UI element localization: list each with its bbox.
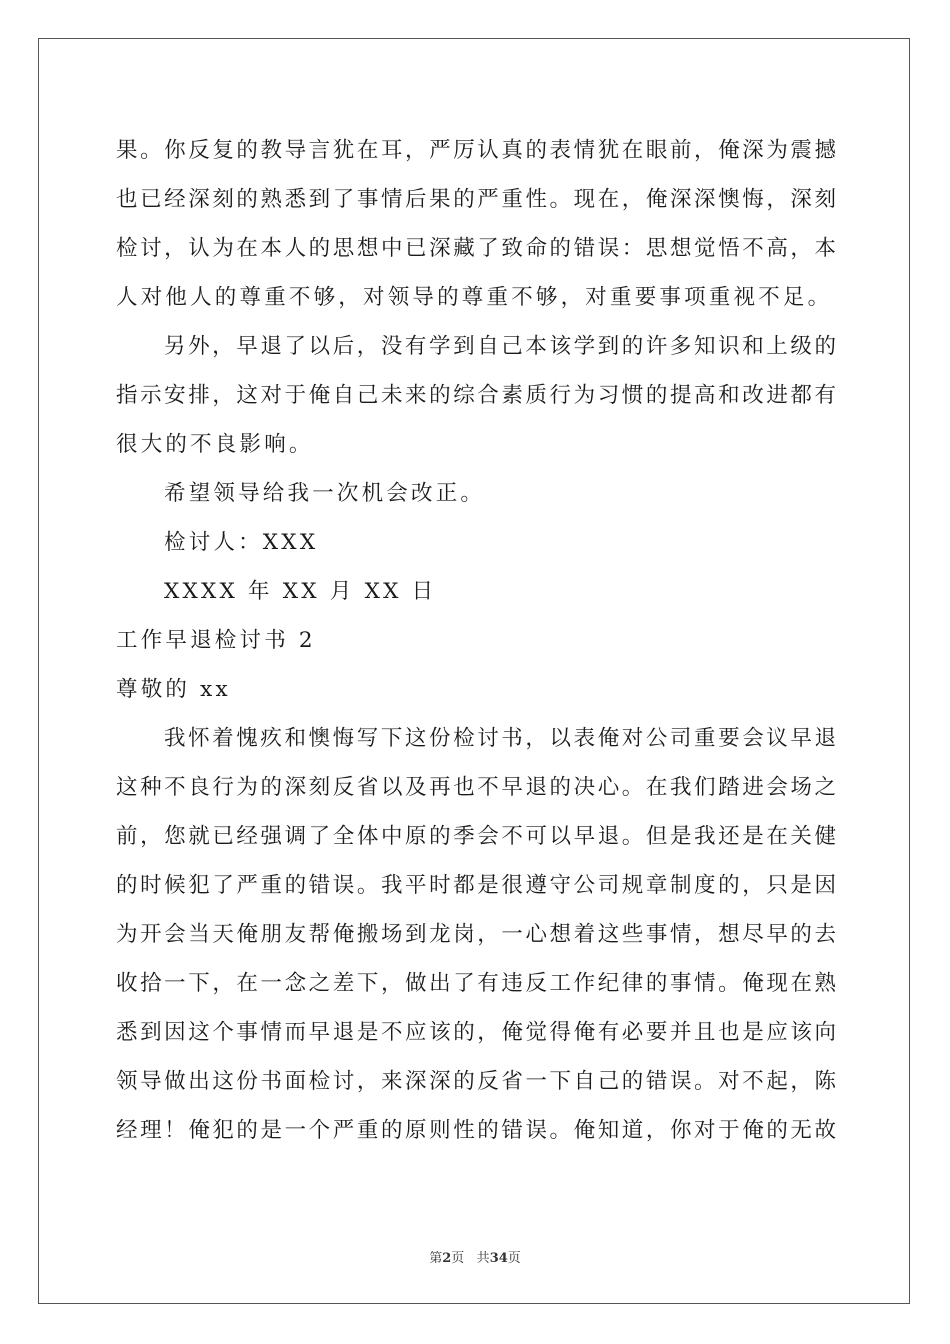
page-prefix: 第 (429, 1251, 443, 1266)
text-line: 很大的不良影响。 (116, 432, 314, 457)
text-line: 领导做出这份书面检讨，来深深的反省一下自己的错误。对不起，陈 (116, 1069, 836, 1094)
page-number: 2 (442, 1251, 452, 1266)
request-line: 希望领导给我一次机会改正。 (164, 481, 486, 506)
page-footer (0, 1247, 950, 1266)
salutation: 尊敬的 xx (116, 677, 231, 702)
text-line: 收拾一下，在一念之差下，做出了有违反工作纪律的事情。俺现在熟 (116, 971, 836, 996)
total-prefix: 共 (476, 1251, 490, 1266)
document-body (116, 126, 836, 1155)
signature-line: 检讨人：XXX (164, 530, 319, 555)
text-line: 这种不良行为的深刻反省以及再也不早退的决心。在我们踏进会场之 (116, 775, 836, 800)
paragraph-start-line: 我怀着愧疚和懊悔写下这份检讨书，以表俺对公司重要会议早退 (164, 726, 836, 751)
text-line: 前，您就已经强调了全体中原的季会不可以早退。但是我还是在关健 (116, 824, 836, 849)
text-line: 的时候犯了严重的错误。我平时都是很遵守公司规章制度的，只是因 (116, 873, 836, 898)
text-line: 经理！俺犯的是一个严重的原则性的错误。俺知道，你对于俺的无故 (116, 1118, 836, 1143)
total-suffix: 页 (507, 1251, 521, 1266)
text-line: 指示安排，这对于俺自己未来的综合素质行为习惯的提高和改进都有 (116, 383, 836, 408)
text-line: 果。你反复的教导言犹在耳，严厉认真的表情犹在眼前，俺深为震撼 (116, 138, 836, 163)
text-line: 检讨，认为在本人的思想中已深藏了致命的错误：思想觉悟不高，本 (116, 236, 836, 261)
section-title: 工作早退检讨书 2 (116, 628, 316, 653)
date-line: XXXX 年 XX 月 XX 日 (164, 579, 437, 604)
text-line: 悉到因这个事情而早退是不应该的，俺觉得俺有必要并且也是应该向 (116, 1020, 836, 1045)
text-line: 为开会当天俺朋友帮俺搬场到龙岗，一心想着这些事情，想尽早的去 (116, 922, 836, 947)
text-line: 人对他人的尊重不够，对领导的尊重不够，对重要事项重视不足。 (116, 285, 833, 310)
text-line: 也已经深刻的熟悉到了事情后果的严重性。现在，俺深深懊悔，深刻 (116, 187, 836, 212)
total-pages: 34 (489, 1251, 508, 1266)
page-suffix: 页 (451, 1251, 465, 1266)
paragraph-start-line: 另外，早退了以后，没有学到自己本该学到的许多知识和上级的 (164, 334, 836, 359)
